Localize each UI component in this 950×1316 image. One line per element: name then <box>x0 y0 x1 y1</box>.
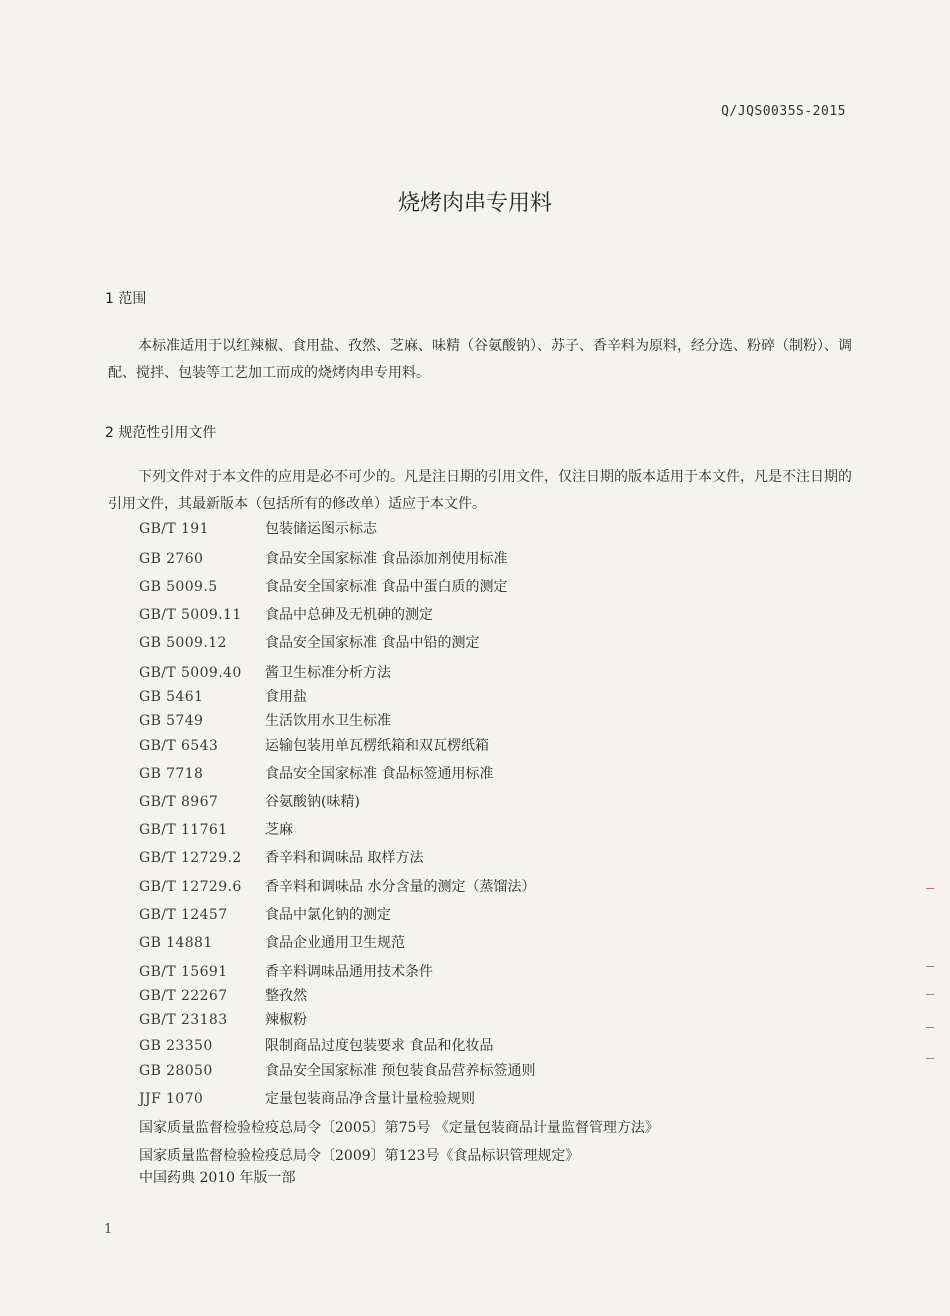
reference-name: 香辛料调味品通用技术条件 <box>265 964 433 980</box>
reference-code: GB/T 12729.6 <box>139 879 242 895</box>
section-heading-scope: 1 范围 <box>105 291 147 307</box>
reference-name: 包装储运图示标志 <box>265 521 377 537</box>
reference-name: 香辛料和调味品 水分含量的测定（蒸馏法） <box>265 879 536 895</box>
reference-name: 谷氨酸钠(味精) <box>265 794 360 810</box>
scan-edge-mark <box>926 966 934 967</box>
reference-row <box>139 604 839 626</box>
document-code: Q/JQS0035S-2015 <box>721 104 846 119</box>
reference-code: GB/T 6543 <box>139 738 219 754</box>
reference-name: 食品安全国家标准 预包装食品营养标签通则 <box>265 1063 536 1079</box>
reference-row <box>139 1009 839 1031</box>
reference-row <box>139 876 839 898</box>
reference-row <box>139 961 839 983</box>
reference-name: 食品安全国家标准 食品添加剂使用标准 <box>265 551 508 567</box>
reference-row <box>139 710 839 732</box>
scan-edge-mark <box>926 1058 934 1059</box>
reference-row <box>139 819 839 841</box>
reference-code: GB 7718 <box>139 766 204 782</box>
reference-code: GB 28050 <box>139 1063 213 1079</box>
references-intro-paragraph: 下列文件对于本文件的应用是必不可少的。凡是注日期的引用文件，仅注日期的版本适用于本文件，凡是不注日期的引用文件，其最新版本（包括所有的修改单）适应于本文件。 <box>108 469 852 512</box>
reference-name: 香辛料和调味品 取样方法 <box>265 850 424 866</box>
scan-edge-mark <box>926 888 934 889</box>
reference-code: GB/T 11761 <box>139 822 228 838</box>
reference-code: GB 5461 <box>139 689 204 705</box>
reference-code: GB/T 12729.2 <box>139 850 242 866</box>
reference-row <box>139 735 839 757</box>
section-heading-references: 2 规范性引用文件 <box>105 425 217 441</box>
reference-row <box>139 1060 839 1082</box>
reference-code: GB/T 8967 <box>139 794 219 810</box>
reference-row <box>139 985 839 1007</box>
reference-row <box>139 904 839 926</box>
reference-name: 辣椒粉 <box>265 1012 307 1028</box>
reference-name: 食品企业通用卫生规范 <box>265 935 405 951</box>
reference-code: GB 5009.12 <box>139 635 227 651</box>
reference-name: 食用盐 <box>265 689 307 705</box>
reference-name: 芝麻 <box>265 822 293 838</box>
reference-extra: 中国药典 2010 年版一部 <box>139 1170 296 1186</box>
reference-name: 定量包装商品净含量计量检验规则 <box>265 1091 475 1107</box>
reference-name: 酱卫生标准分析方法 <box>265 665 391 681</box>
scan-edge-mark <box>926 994 934 995</box>
reference-row <box>139 1088 839 1110</box>
reference-row <box>139 632 839 654</box>
reference-code: GB/T 5009.40 <box>139 665 242 681</box>
reference-code: GB/T 22267 <box>139 988 228 1004</box>
reference-name: 食品安全国家标准 食品中铅的测定 <box>265 635 480 651</box>
reference-row <box>139 932 839 954</box>
reference-name: 食品安全国家标准 食品中蛋白质的测定 <box>265 579 508 595</box>
reference-code: GB 2760 <box>139 551 204 567</box>
reference-code: GB 14881 <box>139 935 213 951</box>
reference-extra: 国家质量监督检验检疫总局令〔2005〕第75号 《定量包装商品计量监督管理方法》 <box>139 1120 659 1136</box>
reference-name: 运输包装用单瓦楞纸箱和双瓦楞纸箱 <box>265 738 489 754</box>
reference-code: GB/T 23183 <box>139 1012 228 1028</box>
reference-name: 整孜然 <box>265 988 307 1004</box>
reference-row <box>139 518 839 540</box>
scope-paragraph: 本标准适用于以红辣椒、食用盐、孜然、芝麻、味精（谷氨酸钠）、苏子、香辛料为原料，经分选、粉碎（制粉）、调配、搅拌、包装等工艺加工而成的烧烤肉串专用料。 <box>108 338 852 381</box>
reference-code: GB/T 15691 <box>139 964 228 980</box>
reference-row <box>139 576 839 598</box>
reference-code: GB 5009.5 <box>139 579 218 595</box>
reference-code: JJF 1070 <box>139 1091 204 1107</box>
reference-row <box>139 662 839 684</box>
scan-edge-mark <box>926 1027 934 1028</box>
reference-name: 食品中总砷及无机砷的测定 <box>265 607 433 623</box>
reference-row <box>139 763 839 785</box>
reference-code: GB/T 5009.11 <box>139 607 242 623</box>
reference-code: GB/T 12457 <box>139 907 228 923</box>
reference-row <box>139 1035 839 1057</box>
reference-row <box>139 686 839 708</box>
reference-row <box>139 548 839 570</box>
reference-name: 食品中氯化钠的测定 <box>265 907 391 923</box>
reference-name: 生活饮用水卫生标准 <box>265 713 391 729</box>
reference-row <box>139 791 839 813</box>
reference-code: GB 5749 <box>139 713 204 729</box>
reference-code: GB/T 191 <box>139 521 209 537</box>
reference-extra: 国家质量监督检验检疫总局令〔2009〕第123号《食品标识管理规定》 <box>139 1148 580 1164</box>
page-title: 烧烤肉串专用料 <box>397 191 552 216</box>
page-number: 1 <box>104 1222 113 1237</box>
reference-name: 限制商品过度包装要求 食品和化妆品 <box>265 1038 494 1054</box>
reference-code: GB 23350 <box>139 1038 213 1054</box>
reference-name: 食品安全国家标准 食品标签通用标准 <box>265 766 494 782</box>
reference-row <box>139 847 839 869</box>
